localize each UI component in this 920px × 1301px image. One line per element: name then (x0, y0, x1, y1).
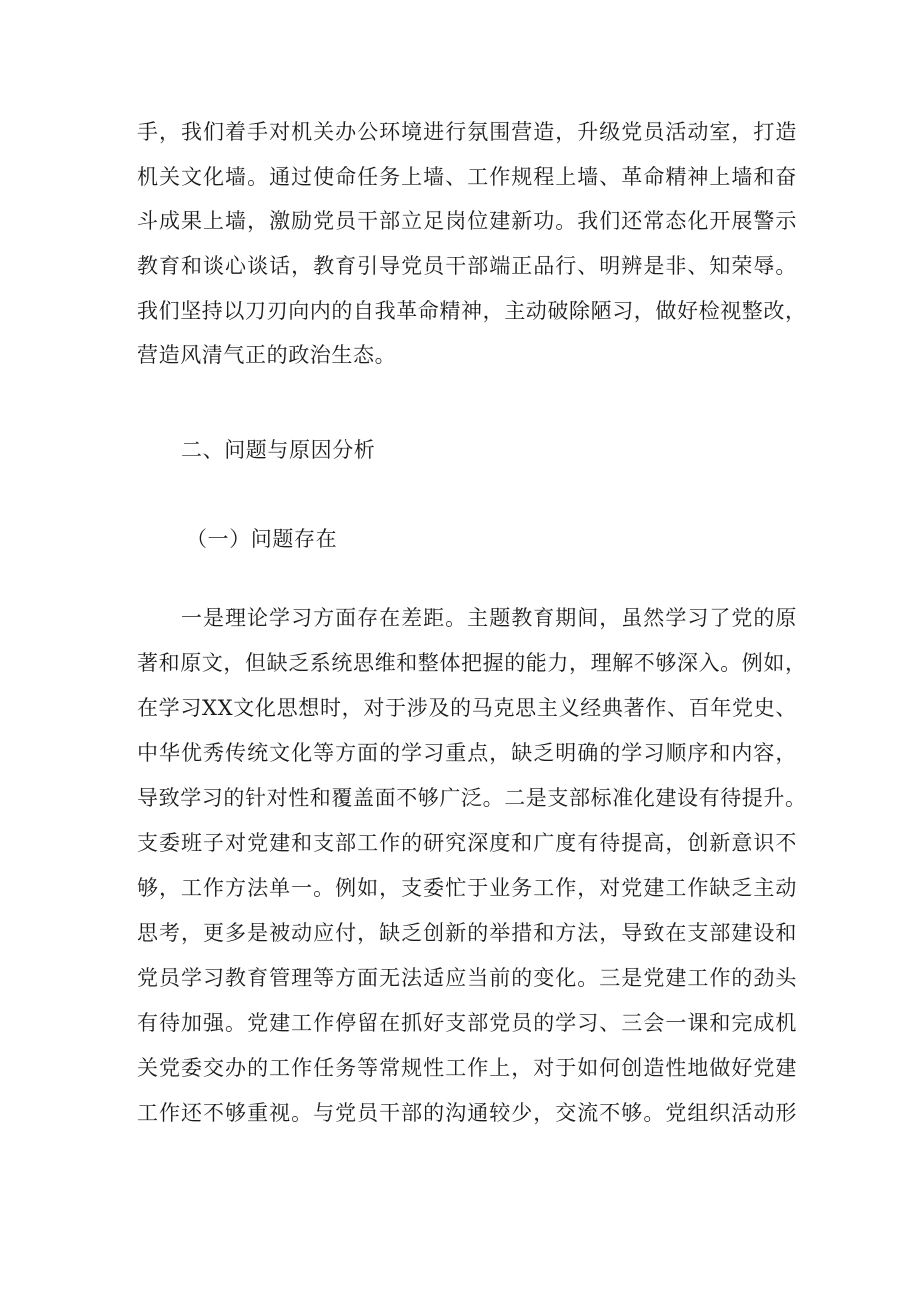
paragraph-2-line-7: 够，工作方法单一。例如，支委忙于业务工作，对党建工作缺乏主动 (137, 876, 797, 900)
paragraph-2-line-4: 中华优秀传统文化等方面的学习重点，缺乏明确的学习顺序和内容， (137, 741, 797, 765)
paragraph-2-line-6: 支委班子对党建和支部工作的研究深度和广度有待提高，创新意识不 (137, 831, 797, 855)
paragraph-1-line-3: 斗成果上墙，激励党员干部立足岗位建新功。我们还常态化开展警示 (137, 209, 797, 233)
paragraph-2-line-1: 一是理论学习方面存在差距。主题教育期间，虽然学习了党的原 (181, 606, 797, 630)
paragraph-1-line-5: 我们坚持以刀刃向内的自我革命精神，主动破除陋习，做好检视整改， (137, 299, 807, 323)
paragraph-1-line-6: 营造风清气正的政治生态。 (137, 343, 397, 367)
paragraph-2-line-11: 关党委交办的工作任务等常规性工作上，对于如何创造性地做好党建 (137, 1056, 797, 1080)
paragraph-2-line-9: 党员学习教育管理等方面无法适应当前的变化。三是党建工作的劲头 (137, 966, 797, 990)
paragraph-2-line-12: 工作还不够重视。与党员干部的沟通较少，交流不够。党组织活动形 (137, 1101, 797, 1125)
paragraph-2-line-5: 导致学习的针对性和覆盖面不够广泛。二是支部标准化建设有待提升。 (137, 786, 807, 810)
subsection-heading: （一）问题存在 (186, 527, 338, 551)
paragraph-2-line-10: 有待加强。党建工作停留在抓好支部党员的学习、三会一课和完成机 (137, 1011, 797, 1035)
paragraph-2-line-3: 在学习XX文化思想时，对于涉及的马克思主义经典著作、百年党史、 (137, 696, 797, 720)
paragraph-1-line-2: 机关文化墙。通过使命任务上墙、工作规程上墙、革命精神上墙和奋 (137, 165, 797, 189)
section-heading: 二、问题与原因分析 (181, 438, 376, 462)
paragraph-1-line-4: 教育和谈心谈话，教育引导党员干部端正品行、明辨是非、知荣辱。 (137, 254, 797, 278)
paragraph-2-line-2: 著和原文，但缺乏系统思维和整体把握的能力，理解不够深入。例如， (137, 651, 807, 675)
paragraph-1-line-1: 手，我们着手对机关办公环境进行氛围营造，升级党员活动室，打造 (137, 120, 797, 144)
paragraph-2-line-8: 思考，更多是被动应付，缺乏创新的举措和方法，导致在支部建设和 (137, 921, 797, 945)
